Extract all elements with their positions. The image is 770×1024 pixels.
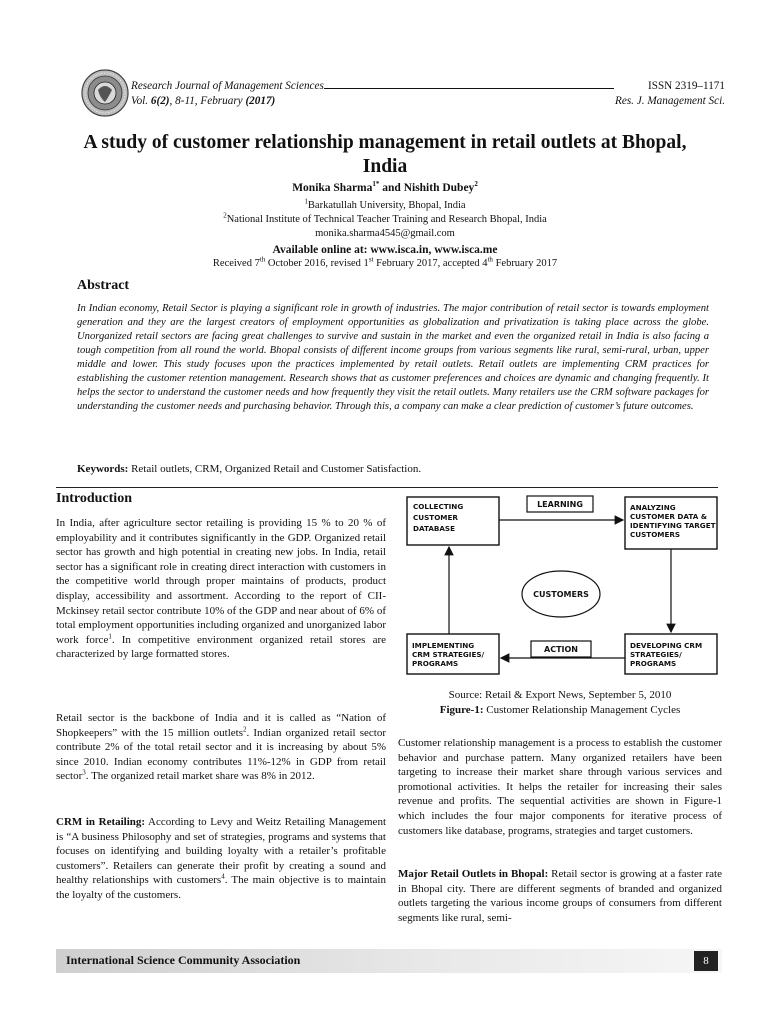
received-dates — [60, 255, 710, 269]
volume-number: 6(2) — [150, 95, 170, 107]
author-email: monika.sharma4545@gmail.com — [315, 228, 455, 239]
received-sup-3: th — [487, 255, 493, 264]
abstract-heading: Abstract — [77, 278, 130, 293]
received-part-2: October 2016, revised 1 — [265, 258, 369, 269]
developing-line-3: PROGRAMS — [630, 659, 677, 668]
ref-2: 2 — [242, 724, 247, 733]
analyzing-line-3: IDENTIFYING TARGET — [630, 521, 716, 530]
available-online: Available online at: www.isca.in, www.isca.me — [272, 244, 498, 256]
affil-2: National Institute of Technical Teacher Training and Research Bhopal, India — [226, 214, 547, 225]
major-outlets-label: Major Retail Outlets in Bhopal: — [398, 868, 549, 880]
figure-caption — [397, 704, 723, 716]
analyzing-line-1: ANALYZING — [630, 503, 676, 512]
volume-pages: , 8-11, February — [169, 95, 246, 107]
journal-seal-logo — [80, 68, 130, 118]
keywords-text: Retail outlets, CRM, Organized Retail and Customer Satisfaction. — [128, 463, 422, 475]
ref-1: 1 — [108, 632, 112, 641]
issn: ISSN 2319–1171 — [648, 80, 725, 92]
crm-in-retailing-paragraph — [56, 815, 386, 903]
author-and: and — [379, 182, 404, 194]
journal-header-left — [131, 79, 614, 109]
developing-line-2: STRATEGIES/ — [630, 650, 682, 659]
collecting-line-1: COLLECTING — [413, 502, 464, 511]
author-1: Monika Sharma — [292, 182, 373, 194]
volume-year: (2017) — [245, 95, 276, 107]
affil-1: Barkatullah University, Bhopal, India — [307, 200, 466, 211]
journal-abbrev: Res. J. Management Sci. — [615, 95, 725, 107]
received-sup-1: th — [259, 255, 266, 264]
header-rule — [324, 79, 614, 89]
introduction-heading: Introduction — [56, 491, 132, 506]
author-2: Nishith Dubey — [403, 182, 475, 194]
intro-p1-text: In India, after agriculture sector retailing is providing 15 % to 20 % of employability and it contributes significantly in the GDP. Organized retail sector has growth and high potential in creating new jobs. In India, retail sector has a significant role in creating direct interaction with customers in the competitive world through proper maintains of products, product display, accessibility and assortment. According to the report of CII-Mckinsey retail sector contribute 10% of the GDP and near about of 6% of total employment opportunities including organized and unorganized labor work force — [56, 517, 386, 646]
paper-title: A study of customer relationship management in retail outlets at Bhopal, India — [83, 132, 687, 177]
implementing-line-1: IMPLEMENTING — [412, 641, 475, 650]
author-1-sup: 1* — [372, 180, 380, 189]
received-part-3: February 2017, accepted 4 — [373, 258, 488, 269]
keywords — [77, 463, 709, 475]
affil-1-sup: 1 — [304, 197, 308, 206]
affiliations — [60, 199, 710, 241]
section-divider — [56, 487, 718, 488]
right-paragraph-2 — [398, 867, 722, 925]
abstract-body: In Indian economy, Retail Sector is playing a significant role in growth of industries. The major contribution of retail sector is towards employment generation and they are the largest creators of employment opportunities as globalization and privatization is taking place across the globe. Unorganized retail sectors are facing great challenges to survive and sustain in the market and even the organized retail in India is also facing a tough competition from all round the world. Bhopal consists of different income groups from various segments like rural, semi-rural, urban, upper middle and lower. This study focuses upon the practices implemented by retail outlets. Retail outlets are implementing CRM practices for establishing the customer retention management. Research shows that as customer preferences and choices are dynamic and changing frequently. It helps the sector to understand the customer needs and how frequently they visit the retail outlets. Many retailers use the CRM software packages for understanding the customer needs and purchasing behavior. Through this, a company can make a clear prediction of customer’s future outcomes. — [77, 303, 709, 413]
intro-paragraph-1 — [56, 516, 386, 662]
author-2-sup: 2 — [474, 180, 478, 189]
crm-process-text: Customer relationship management is a process to establish the customer behavior and purchase pattern. Many organized retailers have been targeting to increase their market share through various services and promotional activities. It helps the retailer for increasing their sales revenue and profits. The sequential activities are shown in Figure-1 which includes the four major components for iterative process of customers like database, programs, strategies and target customers. — [398, 737, 722, 837]
keywords-label: Keywords: — [77, 463, 129, 475]
figure-source: Source: Retail & Export News, September 5, 2010 — [448, 689, 672, 701]
crm-retailing-label: CRM in Retailing: — [56, 816, 146, 828]
footer-org: International Science Community Association — [66, 953, 301, 967]
intro-paragraph-2 — [56, 711, 386, 784]
journal-name: Research Journal of Management Sciences — [131, 80, 324, 92]
learning-text: LEARNING — [537, 500, 583, 509]
crm-cycle-diagram — [397, 490, 723, 678]
received-sup-2: st — [368, 255, 374, 264]
collecting-line-3: DATABASE — [413, 524, 456, 533]
developing-line-1: DEVELOPING CRM — [630, 641, 703, 650]
implementing-line-3: PROGRAMS — [412, 659, 459, 668]
received-part-1: Received 7 — [212, 258, 260, 269]
journal-header-right — [615, 79, 725, 109]
action-text: ACTION — [544, 645, 578, 654]
intro-p1-end: . In competitive environment organized retail stores are characterized by large formatted stores. — [56, 633, 386, 661]
figure-caption-text: Customer Relationship Management Cycles — [483, 704, 681, 716]
crm-retailing-text: According to Levy and Weitz Retailing Management is “A business Philosophy and set of strategies, programs and systems that focuses on identifying and building loyalty with a retailer’s profitable customers”. Retailers can generate their profit by creating a sound and healthy relationships with customers — [56, 816, 386, 887]
crm-retailing-end: . The main objective is to maintain the loyalty of the customers. — [56, 874, 386, 901]
figure-caption-label: Figure-1: — [439, 704, 484, 716]
intro-p2-mid: . Indian organized retail sector contribute 2% of the total retail sector and it is increasing by about 5% since 2010. Indian economy contributes 11%-12% in GDP from retail sector — [56, 726, 386, 783]
volume-prefix: Vol. — [131, 95, 151, 107]
ref-3: 3 — [82, 768, 86, 777]
intro-p2-text: Retail sector is the backbone of India and it is called as “Nation of Shopkeepers” with the 15 million outlets — [56, 712, 386, 739]
analyzing-line-2: CUSTOMER DATA & — [630, 512, 708, 521]
customers-text: CUSTOMERS — [533, 590, 589, 599]
right-paragraph-1 — [398, 736, 722, 838]
page-number: 8 — [694, 951, 718, 971]
received-part-4: February 2017 — [492, 258, 558, 269]
major-outlets-text: Retail sector is growing at a faster rate in Bhopal city. There are different segments of branded and organized outlets targeting the various income groups of consumers from different segments like rural, semi- — [398, 868, 722, 924]
analyzing-line-4: CUSTOMERS — [630, 530, 681, 539]
implementing-line-2: CRM STRATEGIES/ — [412, 650, 485, 659]
collecting-line-2: CUSTOMER — [413, 513, 458, 522]
ref-4: 4 — [221, 872, 225, 881]
authors — [60, 182, 710, 194]
affil-2-sup: 2 — [223, 211, 227, 220]
intro-p2-end: . The organized retail market share was 8% in 2012. — [85, 770, 315, 783]
